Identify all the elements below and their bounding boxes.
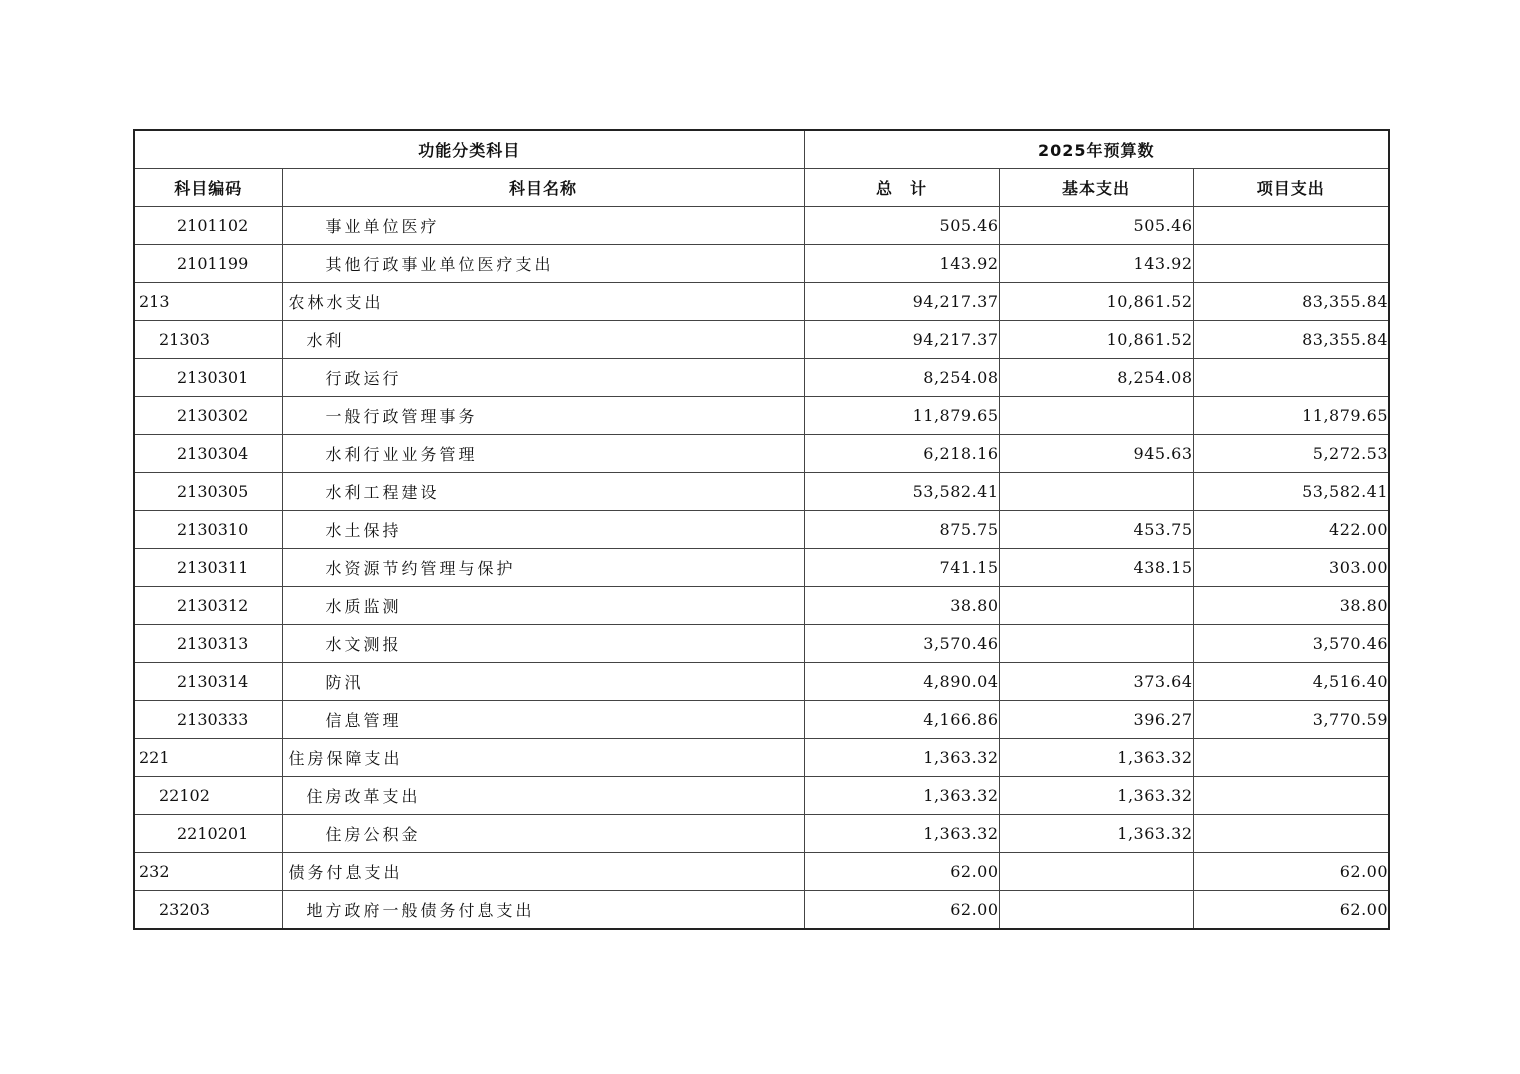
project-expenditure-cell: 62.00 — [1193, 891, 1389, 930]
table-row — [134, 663, 1389, 701]
header-subject-name: 科目名称 — [282, 169, 804, 207]
total-cell: 62.00 — [804, 853, 999, 891]
subject-name-cell: 住房公积金 — [282, 815, 804, 853]
subject-name-cell: 水质监测 — [282, 587, 804, 625]
subject-name-cell: 水利 — [282, 321, 804, 359]
total-cell: 1,363.32 — [804, 815, 999, 853]
header-row-columns — [134, 169, 1389, 207]
table-row — [134, 207, 1389, 245]
subject-code-cell: 2130310 — [134, 511, 282, 549]
project-expenditure-cell: 303.00 — [1193, 549, 1389, 587]
total-cell: 11,879.65 — [804, 397, 999, 435]
basic-expenditure-cell — [999, 853, 1193, 891]
table-row — [134, 739, 1389, 777]
header-project-expenditure: 项目支出 — [1193, 169, 1389, 207]
header-year-number: 2025 — [1038, 141, 1087, 160]
basic-expenditure-cell: 945.63 — [999, 435, 1193, 473]
subject-code-cell: 2130304 — [134, 435, 282, 473]
header-year-suffix: 年预算数 — [1086, 141, 1155, 160]
subject-code-cell: 2130313 — [134, 625, 282, 663]
total-cell: 1,363.32 — [804, 777, 999, 815]
project-expenditure-cell: 5,272.53 — [1193, 435, 1389, 473]
subject-code-cell: 22102 — [134, 777, 282, 815]
subject-name-cell: 住房保障支出 — [282, 739, 804, 777]
total-cell: 94,217.37 — [804, 283, 999, 321]
project-expenditure-cell: 3,770.59 — [1193, 701, 1389, 739]
subject-code-cell: 2101102 — [134, 207, 282, 245]
basic-expenditure-cell — [999, 891, 1193, 930]
table-row — [134, 245, 1389, 283]
project-expenditure-cell: 38.80 — [1193, 587, 1389, 625]
subject-name-cell: 债务付息支出 — [282, 853, 804, 891]
total-cell: 8,254.08 — [804, 359, 999, 397]
total-cell: 741.15 — [804, 549, 999, 587]
basic-expenditure-cell: 10,861.52 — [999, 283, 1193, 321]
table-row — [134, 511, 1389, 549]
subject-code-cell: 2130312 — [134, 587, 282, 625]
basic-expenditure-cell: 8,254.08 — [999, 359, 1193, 397]
table-row — [134, 435, 1389, 473]
project-expenditure-cell: 83,355.84 — [1193, 283, 1389, 321]
table-row — [134, 777, 1389, 815]
project-expenditure-cell: 4,516.40 — [1193, 663, 1389, 701]
project-expenditure-cell — [1193, 815, 1389, 853]
budget-table — [133, 129, 1390, 930]
header-row-group — [134, 130, 1389, 169]
total-cell: 94,217.37 — [804, 321, 999, 359]
project-expenditure-cell — [1193, 207, 1389, 245]
total-cell: 53,582.41 — [804, 473, 999, 511]
subject-name-cell: 水利行业业务管理 — [282, 435, 804, 473]
basic-expenditure-cell: 505.46 — [999, 207, 1193, 245]
subject-code-cell: 2130314 — [134, 663, 282, 701]
header-total: 总 计 — [804, 169, 999, 207]
project-expenditure-cell — [1193, 777, 1389, 815]
table-row — [134, 815, 1389, 853]
basic-expenditure-cell — [999, 397, 1193, 435]
header-basic-expenditure: 基本支出 — [999, 169, 1193, 207]
table-row — [134, 283, 1389, 321]
project-expenditure-cell — [1193, 245, 1389, 283]
basic-expenditure-cell — [999, 625, 1193, 663]
total-cell: 38.80 — [804, 587, 999, 625]
subject-code-cell: 2210201 — [134, 815, 282, 853]
total-cell: 3,570.46 — [804, 625, 999, 663]
basic-expenditure-cell: 1,363.32 — [999, 777, 1193, 815]
total-cell: 875.75 — [804, 511, 999, 549]
subject-name-cell: 地方政府一般债务付息支出 — [282, 891, 804, 930]
subject-name-cell: 事业单位医疗 — [282, 207, 804, 245]
total-cell: 4,166.86 — [804, 701, 999, 739]
project-expenditure-cell: 422.00 — [1193, 511, 1389, 549]
total-cell: 505.46 — [804, 207, 999, 245]
subject-name-cell: 水利工程建设 — [282, 473, 804, 511]
table-row — [134, 473, 1389, 511]
subject-name-cell: 农林水支出 — [282, 283, 804, 321]
project-expenditure-cell: 53,582.41 — [1193, 473, 1389, 511]
subject-name-cell: 住房改革支出 — [282, 777, 804, 815]
subject-code-cell: 2130302 — [134, 397, 282, 435]
total-cell: 1,363.32 — [804, 739, 999, 777]
subject-code-cell: 2101199 — [134, 245, 282, 283]
subject-name-cell: 一般行政管理事务 — [282, 397, 804, 435]
basic-expenditure-cell — [999, 587, 1193, 625]
subject-code-cell: 2130305 — [134, 473, 282, 511]
basic-expenditure-cell: 1,363.32 — [999, 739, 1193, 777]
project-expenditure-cell: 3,570.46 — [1193, 625, 1389, 663]
subject-code-cell: 213 — [134, 283, 282, 321]
basic-expenditure-cell: 1,363.32 — [999, 815, 1193, 853]
subject-code-cell: 221 — [134, 739, 282, 777]
header-subject-code: 科目编码 — [134, 169, 282, 207]
subject-code-cell: 2130311 — [134, 549, 282, 587]
project-expenditure-cell: 62.00 — [1193, 853, 1389, 891]
subject-name-cell: 信息管理 — [282, 701, 804, 739]
subject-name-cell: 防汛 — [282, 663, 804, 701]
header-budget-year — [804, 130, 1389, 169]
table-row — [134, 853, 1389, 891]
table-row — [134, 549, 1389, 587]
subject-code-cell: 2130301 — [134, 359, 282, 397]
total-cell: 143.92 — [804, 245, 999, 283]
header-function-category: 功能分类科目 — [134, 130, 804, 169]
total-cell: 6,218.16 — [804, 435, 999, 473]
table-row — [134, 397, 1389, 435]
subject-name-cell: 水资源节约管理与保护 — [282, 549, 804, 587]
basic-expenditure-cell: 143.92 — [999, 245, 1193, 283]
table-row — [134, 891, 1389, 930]
project-expenditure-cell: 83,355.84 — [1193, 321, 1389, 359]
subject-name-cell: 水土保持 — [282, 511, 804, 549]
table-body — [134, 207, 1389, 930]
table-row — [134, 321, 1389, 359]
basic-expenditure-cell: 373.64 — [999, 663, 1193, 701]
table-row — [134, 701, 1389, 739]
subject-code-cell: 21303 — [134, 321, 282, 359]
basic-expenditure-cell: 438.15 — [999, 549, 1193, 587]
subject-name-cell: 水文测报 — [282, 625, 804, 663]
subject-code-cell: 232 — [134, 853, 282, 891]
subject-code-cell: 23203 — [134, 891, 282, 930]
basic-expenditure-cell: 396.27 — [999, 701, 1193, 739]
table-row — [134, 625, 1389, 663]
project-expenditure-cell: 11,879.65 — [1193, 397, 1389, 435]
project-expenditure-cell — [1193, 739, 1389, 777]
basic-expenditure-cell: 10,861.52 — [999, 321, 1193, 359]
total-cell: 4,890.04 — [804, 663, 999, 701]
project-expenditure-cell — [1193, 359, 1389, 397]
subject-name-cell: 行政运行 — [282, 359, 804, 397]
subject-name-cell: 其他行政事业单位医疗支出 — [282, 245, 804, 283]
table-row — [134, 359, 1389, 397]
total-cell: 62.00 — [804, 891, 999, 930]
subject-code-cell: 2130333 — [134, 701, 282, 739]
basic-expenditure-cell: 453.75 — [999, 511, 1193, 549]
basic-expenditure-cell — [999, 473, 1193, 511]
table-row — [134, 587, 1389, 625]
